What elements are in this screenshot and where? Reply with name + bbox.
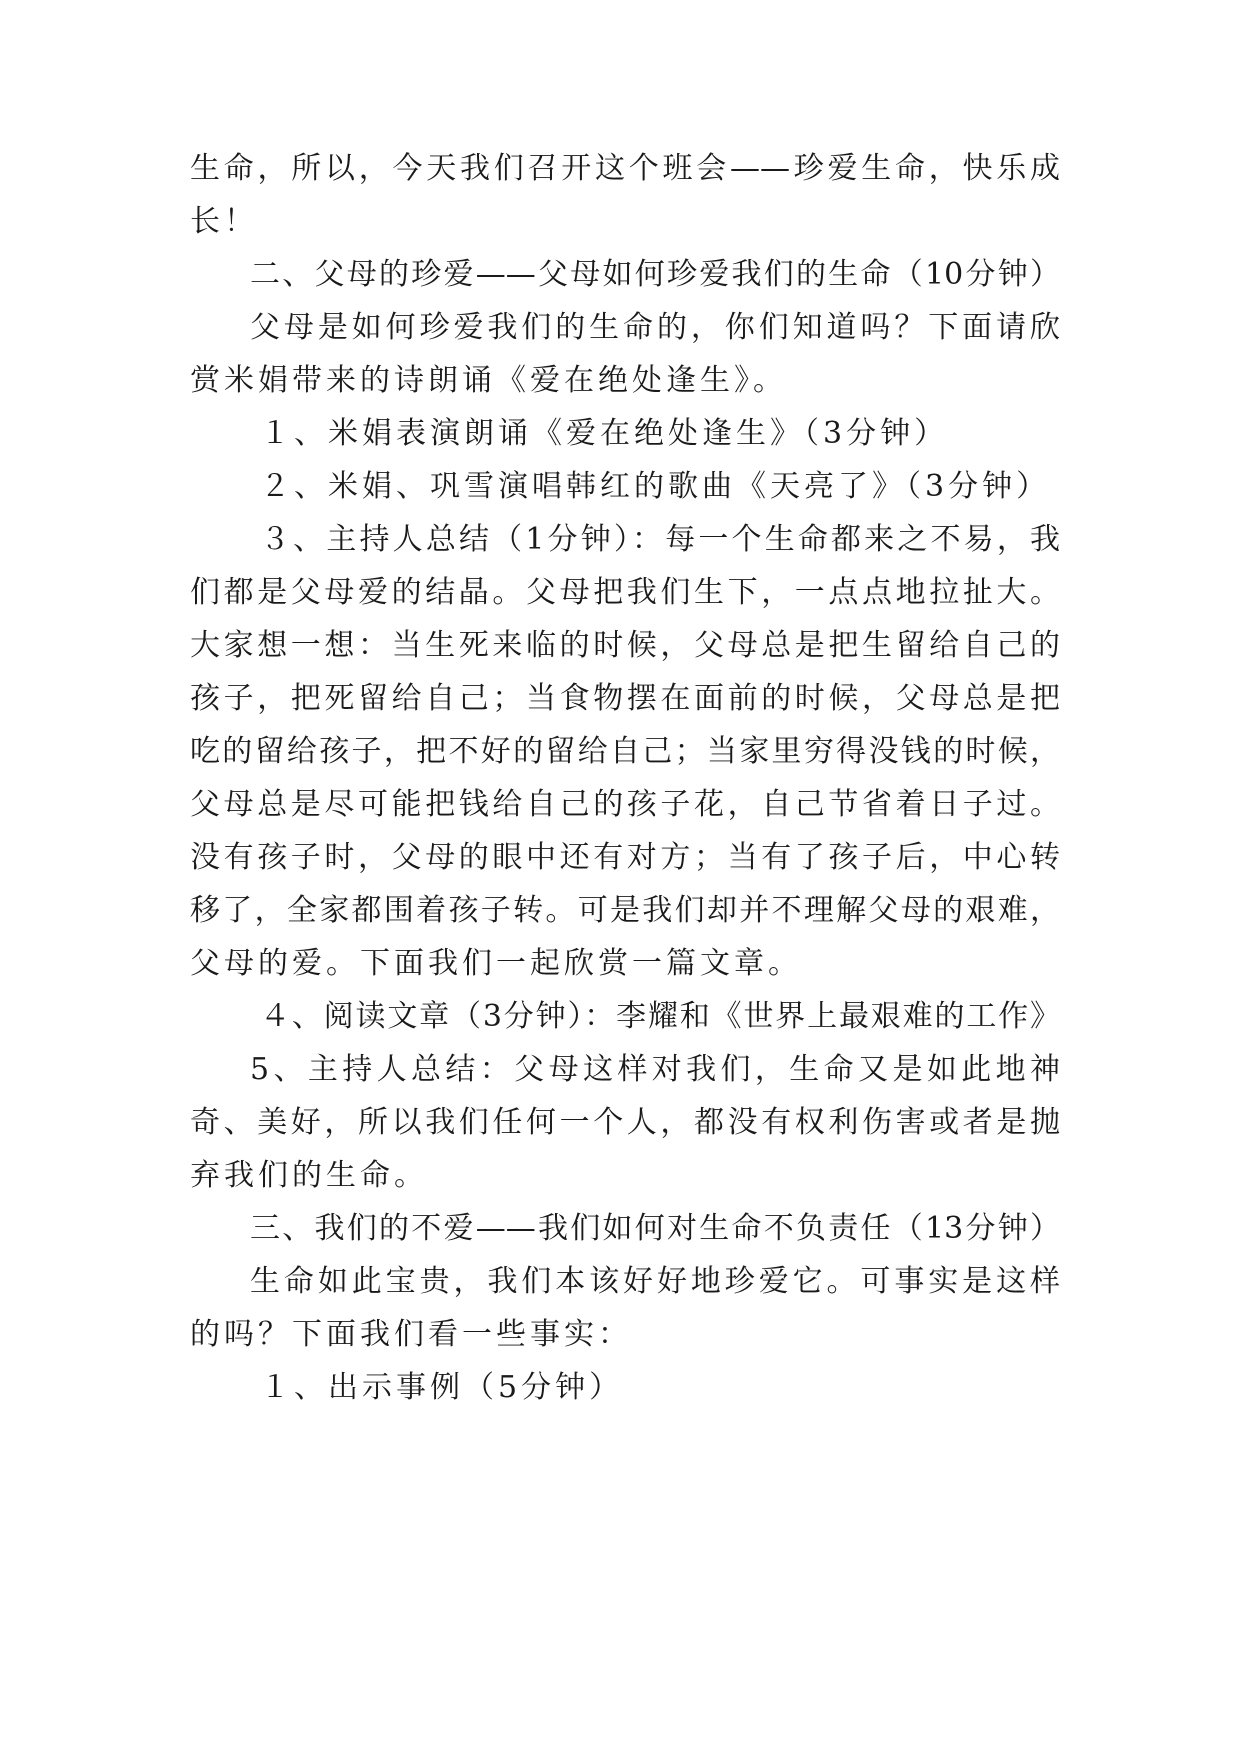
list-item: １、出示事例（5分钟） [260, 1370, 624, 1405]
text-line: 父母总是尽可能把钱给自己的孩子花，自己节省着日子过。 [190, 787, 1060, 822]
text-line: 弃我们的生命。 [190, 1158, 428, 1193]
section-heading: 三、我们的不爱——我们如何对生命不负责任（13分钟） [250, 1211, 1060, 1246]
list-item: ２、米娟、巩雪演唱韩红的歌曲《天亮了》（3分钟） [260, 469, 1051, 504]
text-line: 父母是如何珍爱我们的生命的，你们知道吗？下面请欣 [250, 310, 1060, 345]
text-line: 生命如此宝贵，我们本该好好地珍爱它。可事实是这样 [250, 1264, 1060, 1299]
text-line: 长！ [190, 204, 258, 239]
text-line: 没有孩子时，父母的眼中还有对方；当有了孩子后，中心转 [190, 840, 1060, 875]
text-line: 们都是父母爱的结晶。父母把我们生下，一点点地拉扯大。 [190, 575, 1060, 610]
list-item: ４、阅读文章（3分钟）：李耀和《世界上最艰难的工作》 [260, 999, 1060, 1034]
text-line: 移了，全家都围着孩子转。可是我们却并不理解父母的艰难， [190, 893, 1060, 928]
text-line: 吃的留给孩子，把不好的留给自己；当家里穷得没钱的时候， [190, 734, 1060, 769]
list-item: ３、主持人总结（1分钟）：每一个生命都来之不易，我 [260, 522, 1060, 557]
text-line: 孩子，把死留给自己；当食物摆在面前的时候，父母总是把 [190, 681, 1060, 716]
list-item: １、米娟表演朗诵《爱在绝处逢生》（3分钟） [260, 416, 949, 451]
text-line: 赏米娟带来的诗朗诵《爱在绝处逢生》。 [190, 363, 787, 398]
text-line: 大家想一想：当生死来临的时候，父母总是把生留给自己的 [190, 628, 1060, 663]
text-line: 生命，所以，今天我们召开这个班会——珍爱生命，快乐成 [190, 151, 1060, 186]
list-item: 5、主持人总结：父母这样对我们，生命又是如此地神 [250, 1052, 1060, 1087]
section-heading: 二、父母的珍爱——父母如何珍爱我们的生命（10分钟） [250, 257, 1060, 292]
text-line: 的吗？下面我们看一些事实： [190, 1317, 632, 1352]
text-line: 父母的爱。下面我们一起欣赏一篇文章。 [190, 946, 802, 981]
text-line: 奇、美好，所以我们任何一个人，都没有权利伤害或者是抛 [190, 1105, 1060, 1140]
